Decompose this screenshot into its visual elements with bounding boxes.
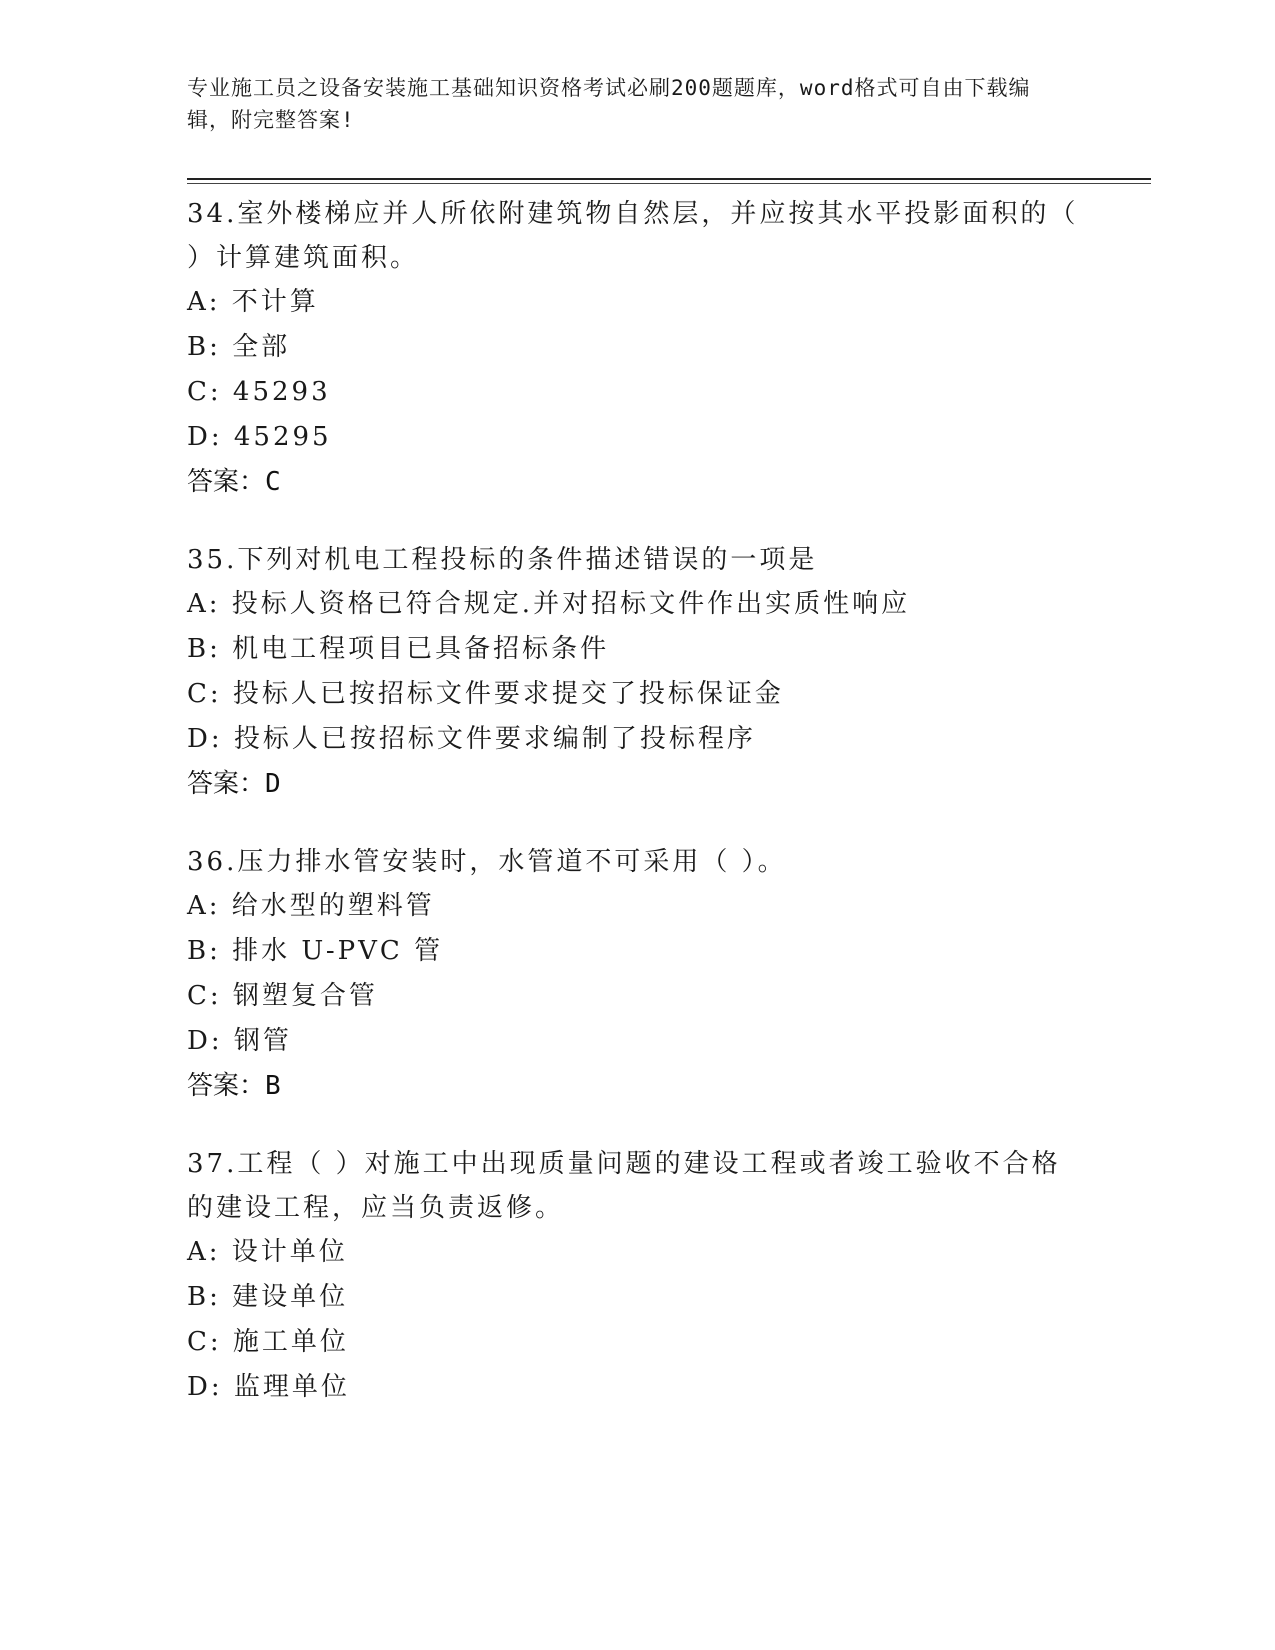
- question-34: [187, 192, 1087, 504]
- option-c: C: 45293: [187, 377, 331, 407]
- question-35: [187, 538, 1087, 806]
- answer-line: [187, 762, 1087, 806]
- answer-label: 答案：: [187, 1071, 266, 1101]
- answer-value: D: [265, 769, 281, 799]
- question-stem: 37.工程（ ）对施工中出现质量问题的建设工程或者竣工验收不合格的建设工程，应当负责返修。: [187, 1149, 1061, 1223]
- option-a: A: 设计单位: [187, 1237, 348, 1267]
- option-b: B: 排水 U-PVC 管: [187, 936, 444, 966]
- option-b: B: 机电工程项目已具备招标条件: [187, 634, 610, 664]
- question-37: [187, 1142, 1087, 1410]
- option-c: C: 施工单位: [187, 1327, 349, 1357]
- option-b: B: 全部: [187, 332, 291, 362]
- question-stem: 34.室外楼梯应并人所依附建筑物自然层，并应按其水平投影面积的（ ）计算建筑面积。: [187, 199, 1079, 273]
- option-c: C: 钢塑复合管: [187, 981, 378, 1011]
- header-divider-thin: [187, 183, 1151, 184]
- option-c: C: 投标人已按招标文件要求提交了投标保证金: [187, 679, 784, 709]
- answer-line: [187, 460, 1087, 504]
- answer-value: B: [265, 1071, 281, 1101]
- question-36: [187, 840, 1087, 1108]
- question-list: [187, 192, 1087, 1444]
- option-a: A: 投标人资格已符合规定.并对招标文件作出实质性响应: [187, 589, 911, 619]
- question-stem: 35.下列对机电工程投标的条件描述错误的一项是: [187, 545, 818, 575]
- option-a: A: 给水型的塑料管: [187, 891, 435, 921]
- option-d: D: 钢管: [187, 1026, 292, 1056]
- option-a: A: 不计算: [187, 287, 319, 317]
- document-header: 专业施工员之设备安装施工基础知识资格考试必刷200题题库，word格式可自由下载编辑，附完整答案!: [187, 76, 1031, 132]
- answer-label: 答案：: [187, 769, 266, 799]
- option-d: D: 45295: [187, 422, 332, 452]
- answer-value: C: [265, 467, 281, 497]
- answer-label: 答案：: [187, 467, 266, 497]
- option-d: D: 监理单位: [187, 1372, 350, 1402]
- option-d: D: 投标人已按招标文件要求编制了投标程序: [187, 724, 756, 754]
- option-b: B: 建设单位: [187, 1282, 349, 1312]
- question-stem: 36.压力排水管安装时，水管道不可采用（ ）。: [187, 847, 787, 877]
- answer-line: [187, 1064, 1087, 1108]
- header-divider-thick: [187, 178, 1151, 180]
